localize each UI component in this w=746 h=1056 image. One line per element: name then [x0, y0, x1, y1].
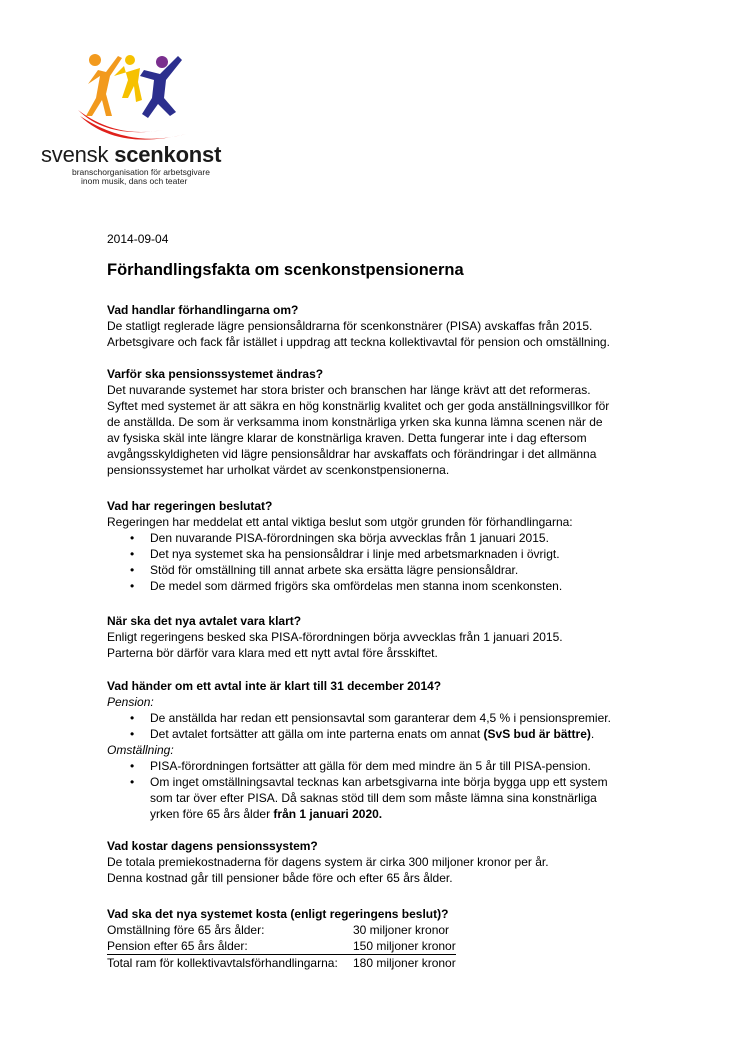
list-item: • De anställda har redan ett pensionsavtal som garanterar dem 4,5 % i pensionspremier.	[107, 710, 647, 726]
section-deadline	[107, 613, 647, 661]
svensk-scenkonst-logo	[78, 46, 188, 146]
paragraph-line: de anställda. De som är verksamma inom konstnärliga yrken ska kunna lämna scenen när de	[107, 415, 603, 429]
logo-orange-figure	[86, 56, 122, 116]
bullet-list	[107, 710, 647, 742]
section-negotiations	[107, 302, 647, 350]
list-item	[107, 726, 647, 742]
brand-light: svensk	[41, 142, 115, 167]
paragraph-line: Parterna bör därför vara klara med ett nytt avtal före årsskiftet.	[107, 646, 438, 660]
section-heading: Vad handlar förhandlingarna om?	[107, 303, 299, 317]
section-new-cost	[107, 906, 647, 971]
document-date: 2014-09-04	[107, 232, 169, 246]
cost-label: Omställning före 65 års ålder:	[107, 923, 265, 937]
brand-tagline-2: inom musik, dans och teater	[81, 176, 188, 186]
logo-orange-head	[89, 54, 101, 66]
section-heading: Vad händer om ett avtal inte är klart till 31 december 2014?	[107, 679, 442, 693]
logo-red-swoosh	[80, 116, 186, 140]
brand-bold: scenkonst	[114, 142, 222, 167]
table-row	[107, 938, 456, 955]
list-item-end: .	[590, 727, 595, 741]
list-item: • Det nya systemet ska ha pensionsåldrar i linje med arbetsmarknaden i övrigt.	[107, 546, 647, 562]
section-heading: Varför ska pensionssystemet ändras?	[107, 367, 324, 381]
list-item-line: som tar över efter PISA. Då saknas stöd till dem som måste lämna sina konstnärliga	[150, 791, 597, 805]
list-item-line: Om inget omställningsavtal tecknas kan arbetsgivarna inte börja bygga upp ett system	[150, 775, 608, 789]
paragraph-line: Enligt regeringens besked ska PISA-förordningen börja avvecklas från 1 januari 2015.	[107, 630, 563, 644]
section-current-cost	[107, 838, 647, 886]
subheading-omstallning: Omställning:	[107, 743, 174, 757]
logo-yellow-head	[125, 55, 135, 65]
cost-value: 30 miljoner kronor	[353, 923, 450, 937]
paragraph-line: Denna kostnad går till pensioner både före och efter 65 års ålder.	[107, 871, 453, 885]
logo-blue-head	[156, 56, 168, 68]
paragraph-line: Syftet med systemet är att säkra en hög konstnärlig kvalitet och ger goda anställningsvillkor för	[107, 399, 610, 413]
bullet-list	[107, 530, 647, 594]
paragraph-line: av fysiska skäl inte längre klarar de konstnärliga kraven. Detta fungerar inte i dag eftersom	[107, 431, 587, 445]
cost-label: Total ram för kollektivavtalsförhandlingarna:	[107, 956, 338, 970]
document-title: Förhandlingsfakta om scenkonstpensionerna	[107, 261, 464, 279]
section-no-agreement	[107, 678, 647, 822]
paragraph-line: De statligt reglerade lägre pensionsåldrarna för scenkonstnärer (PISA) avskaffas från 2015.	[107, 319, 593, 333]
table-row	[107, 922, 456, 938]
section-why-change	[107, 366, 647, 478]
list-item-text: Det avtalet fortsätter att gälla om inte parterna enats om annat	[150, 727, 484, 741]
section-heading: Vad ska det nya systemet kosta (enligt regeringens beslut)?	[107, 907, 449, 921]
list-item: • PISA-förordningen fortsätter att gälla för dem med mindre än 5 år till PISA-pension.	[107, 758, 647, 774]
list-item	[107, 774, 647, 822]
list-item-bold: (SvS bud är bättre)	[483, 727, 591, 741]
logo-yellow-figure	[114, 66, 142, 102]
cost-label: Pension efter 65 års ålder:	[107, 938, 353, 955]
bullet-list	[107, 758, 647, 822]
section-heading: Vad kostar dagens pensionssystem?	[107, 839, 318, 853]
table-row	[107, 955, 456, 972]
paragraph-line: De totala premiekostnaderna för dagens system är cirka 300 miljoner kronor per år.	[107, 855, 549, 869]
section-heading: Vad har regeringen beslutat?	[107, 499, 273, 513]
list-item: • Stöd för omställning till annat arbete ska ersätta lägre pensionsåldrar.	[107, 562, 647, 578]
cost-value: 150 miljoner kronor	[353, 939, 456, 953]
cost-table	[107, 922, 456, 971]
paragraph-line: pensionssystemet har urholkat värdet av scenkonstpensionerna.	[107, 463, 450, 477]
list-item-bold: från 1 januari 2020.	[273, 807, 383, 821]
brand-tagline-1: branschorganisation för arbetsgivare	[72, 167, 210, 177]
paragraph-line: Det nuvarande systemet har stora brister och branschen har länge krävt att det reformeras.	[107, 383, 591, 397]
brand-name	[41, 142, 221, 168]
paragraph-line: avgångsskyldigheten vid lägre pensionsåldrar har avskaffats och förändringar i det allmänna	[107, 447, 597, 461]
list-item: • Den nuvarande PISA-förordningen ska börja avvecklas från 1 januari 2015.	[107, 530, 647, 546]
section-heading: När ska det nya avtalet vara klart?	[107, 614, 302, 628]
paragraph-line: Arbetsgivare och fack får istället i uppdrag att teckna kollektivavtal för pension och omställning.	[107, 335, 610, 349]
list-item-line: yrken före 65 års ålder	[150, 807, 274, 821]
subheading-pension: Pension:	[107, 695, 154, 709]
section-government-decision	[107, 498, 647, 594]
list-item: • De medel som därmed frigörs ska omfördelas men stanna inom scenkonsten.	[107, 578, 647, 594]
cost-value: 180 miljoner kronor	[353, 956, 456, 970]
paragraph-line: Regeringen har meddelat ett antal viktiga beslut som utgör grunden för förhandlingarna:	[107, 515, 573, 529]
